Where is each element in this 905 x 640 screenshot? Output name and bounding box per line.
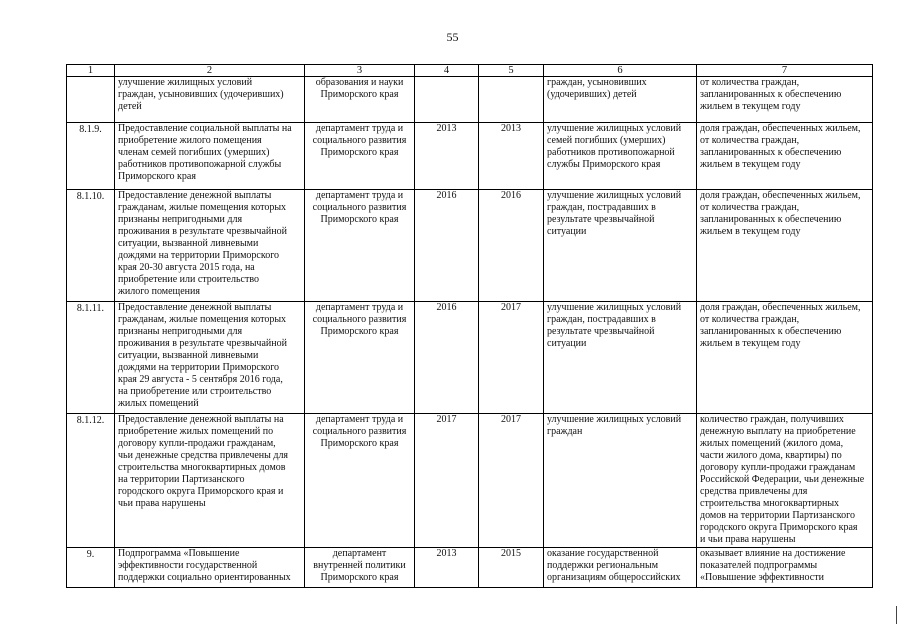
- expected-result-cell: [544, 77, 697, 123]
- expected-result-cell-line: (удочеривших) детей: [547, 89, 637, 100]
- start-year-cell: [415, 77, 479, 123]
- measure-name-cell-line: жилых помещений: [118, 398, 199, 409]
- row-number-cell: 8.1.10.: [67, 190, 115, 302]
- measure-name-cell-line: ситуации, вызванной ливневыми: [118, 238, 259, 249]
- column-header: 5: [479, 65, 544, 77]
- executor-cell-line: департамент труда и: [315, 302, 404, 313]
- indicator-cell-line: доля граждан, обеспеченных жильем,: [700, 302, 861, 313]
- expected-result-cell: [544, 123, 697, 190]
- measure-name-cell-line: признаны непригодными для: [118, 326, 243, 337]
- header-row: [67, 65, 873, 77]
- indicator-cell-line: оказывает влияние на достижение: [700, 548, 846, 559]
- indicator-cell-line: договору купли-продажи гражданам: [700, 462, 856, 473]
- indicator-cell-line: части жилого дома, квартиры) по: [700, 450, 842, 461]
- column-header: 2: [115, 65, 305, 77]
- executor-cell-line: департамент труда и: [315, 414, 404, 425]
- expected-result-cell-line: ситуации: [547, 226, 587, 237]
- executor-cell-line: Приморского края: [320, 89, 399, 100]
- measure-name-cell-line: детей: [118, 101, 142, 112]
- indicator-cell-line: средства привлечены для: [700, 486, 808, 497]
- end-year-cell: 2017: [479, 414, 544, 548]
- expected-result-cell: [544, 190, 697, 302]
- expected-result-cell-line: семей погибших (умерших): [547, 135, 666, 146]
- measure-name-cell-line: гражданам, жилые помещения которых: [118, 202, 287, 213]
- measure-name-cell-line: приобретение или строительство: [118, 274, 259, 285]
- measure-name-cell-line: Предоставление денежной выплаты: [118, 190, 272, 201]
- executor-cell: [305, 302, 415, 414]
- executor-cell-line: департамент: [332, 548, 387, 559]
- expected-result-cell-line: результате чрезвычайной: [547, 214, 655, 225]
- start-year-cell: 2016: [415, 302, 479, 414]
- indicator-cell-line: денежную выплату на приобретение: [700, 426, 856, 437]
- indicator-cell-line: от количества граждан,: [700, 77, 800, 88]
- program-table: [66, 64, 873, 588]
- measure-name-cell-line: края 20-30 августа 2015 года, на: [118, 262, 255, 273]
- indicator-cell-line: доля граждан, обеспеченных жильем,: [700, 123, 861, 134]
- end-year-cell: 2015: [479, 548, 544, 588]
- measure-name-cell-line: членам семей погибших (умерших): [118, 147, 270, 158]
- indicator-cell-line: от количества граждан,: [700, 135, 800, 146]
- page-number: 55: [446, 30, 459, 44]
- executor-cell: [305, 414, 415, 548]
- table-row: [67, 414, 873, 548]
- executor-cell-line: департамент труда и: [315, 190, 404, 201]
- table-row: [67, 302, 873, 414]
- column-header: 6: [544, 65, 697, 77]
- table-row: [67, 77, 873, 123]
- measure-name-cell-line: дождями на территории Приморского: [118, 250, 280, 261]
- executor-cell-line: внутренней политики: [313, 560, 406, 571]
- executor-cell-line: социального развития: [312, 202, 407, 213]
- measure-name-cell-line: жилого помещения: [118, 286, 200, 297]
- column-header: 1: [67, 65, 115, 77]
- measure-name-cell-line: гражданам, жилые помещения которых: [118, 314, 287, 325]
- measure-name-cell-line: Предоставление денежной выплаты: [118, 302, 272, 313]
- indicator-cell-line: жильем в текущем году: [700, 226, 801, 237]
- executor-cell-line: Приморского края: [320, 214, 399, 225]
- executor-cell: [305, 77, 415, 123]
- indicator-cell-line: количество граждан, получивших: [700, 414, 844, 425]
- measure-name-cell-line: граждан, усыновивших (удочеривших): [118, 89, 284, 100]
- start-year-cell: 2013: [415, 548, 479, 588]
- column-header: 7: [697, 65, 873, 77]
- indicator-cell-line: показателей подпрограммы: [700, 560, 818, 571]
- expected-result-cell-line: улучшение жилищных условий: [547, 123, 682, 134]
- indicator-cell: [697, 302, 873, 414]
- start-year-cell: 2016: [415, 190, 479, 302]
- measure-name-cell: [115, 190, 305, 302]
- measure-name-cell-line: договору купли-продажи гражданам,: [118, 438, 276, 449]
- executor-cell-line: социального развития: [312, 426, 407, 437]
- indicator-cell-line: строительства многоквартирных: [700, 498, 840, 509]
- indicator-cell-line: жильем в текущем году: [700, 159, 801, 170]
- measure-name-cell: [115, 123, 305, 190]
- indicator-cell-line: Российской Федерации, чьи денежные: [700, 474, 865, 485]
- indicator-cell: [697, 414, 873, 548]
- indicator-cell: [697, 123, 873, 190]
- measure-name-cell-line: городского округа Приморского края и: [118, 486, 284, 497]
- table-row: [67, 123, 873, 190]
- measure-name-cell-line: признаны непригодными для: [118, 214, 243, 225]
- page-edge-mark: [896, 606, 897, 624]
- indicator-cell-line: запланированных к обеспечению: [700, 147, 842, 158]
- measure-name-cell-line: Предоставление денежной выплаты на: [118, 414, 284, 425]
- measure-name-cell-line: строительства многоквартирных домов: [118, 462, 286, 473]
- end-year-cell: 2013: [479, 123, 544, 190]
- row-number-cell: 9.: [67, 548, 115, 588]
- expected-result-cell-line: службы Приморского края: [547, 159, 661, 170]
- indicator-cell-line: запланированных к обеспечению: [700, 89, 842, 100]
- indicator-cell: [697, 548, 873, 588]
- indicator-cell: [697, 77, 873, 123]
- expected-result-cell-line: организациям общероссийских: [547, 572, 681, 583]
- indicator-cell-line: домов на территории Партизанского: [700, 510, 855, 521]
- executor-cell-line: Приморского края: [320, 438, 399, 449]
- executor-cell: [305, 548, 415, 588]
- measure-name-cell-line: поддержки социально ориентированных: [118, 572, 291, 583]
- row-number-cell: 8.1.11.: [67, 302, 115, 414]
- measure-name-cell-line: чьи денежные средства привлечены для: [118, 450, 289, 461]
- start-year-cell: 2013: [415, 123, 479, 190]
- measure-name-cell-line: дождями на территории Приморского: [118, 362, 280, 373]
- expected-result-cell: [544, 548, 697, 588]
- indicator-cell-line: «Повышение эффективности: [700, 572, 824, 583]
- row-number-cell: 8.1.12.: [67, 414, 115, 548]
- executor-cell-line: Приморского края: [320, 147, 399, 158]
- indicator-cell-line: и чьи права нарушены: [700, 534, 796, 545]
- expected-result-cell-line: оказание государственной: [547, 548, 659, 559]
- expected-result-cell: [544, 414, 697, 548]
- indicator-cell-line: запланированных к обеспечению: [700, 214, 842, 225]
- row-number-cell: 8.1.9.: [67, 123, 115, 190]
- measure-name-cell-line: ситуации, вызванной ливневыми: [118, 350, 259, 361]
- expected-result-cell-line: граждан, пострадавших в: [547, 314, 656, 325]
- column-header: 3: [305, 65, 415, 77]
- measure-name-cell: [115, 548, 305, 588]
- end-year-cell: [479, 77, 544, 123]
- executor-cell-line: социального развития: [312, 314, 407, 325]
- measure-name-cell-line: приобретение жилого помещения: [118, 135, 262, 146]
- executor-cell-line: департамент труда и: [315, 123, 404, 134]
- expected-result-cell-line: граждан: [547, 426, 583, 437]
- expected-result-cell-line: улучшение жилищных условий: [547, 414, 682, 425]
- end-year-cell: 2017: [479, 302, 544, 414]
- executor-cell-line: социального развития: [312, 135, 407, 146]
- indicator-cell-line: городского округа Приморского края: [700, 522, 858, 533]
- measure-name-cell-line: чьи права нарушены: [118, 498, 206, 509]
- measure-name-cell-line: на приобретение или строительство: [118, 386, 272, 397]
- expected-result-cell-line: улучшение жилищных условий: [547, 302, 682, 313]
- expected-result-cell-line: улучшение жилищных условий: [547, 190, 682, 201]
- indicator-cell: [697, 190, 873, 302]
- table-row: [67, 548, 873, 588]
- measure-name-cell-line: Приморского края: [118, 171, 196, 182]
- indicator-cell-line: доля граждан, обеспеченных жильем,: [700, 190, 861, 201]
- measure-name-cell-line: улучшение жилищных условий: [118, 77, 253, 88]
- indicator-cell-line: жилых помещений (жилого дома,: [700, 438, 844, 449]
- measure-name-cell-line: Подпрограмма «Повышение: [118, 548, 240, 559]
- measure-name-cell: [115, 77, 305, 123]
- measure-name-cell-line: Предоставление социальной выплаты на: [118, 123, 292, 134]
- table-row: [67, 190, 873, 302]
- expected-result-cell-line: работников противопожарной: [547, 147, 675, 158]
- indicator-cell-line: запланированных к обеспечению: [700, 326, 842, 337]
- end-year-cell: 2016: [479, 190, 544, 302]
- expected-result-cell-line: поддержки региональным: [547, 560, 659, 571]
- expected-result-cell: [544, 302, 697, 414]
- expected-result-cell-line: граждан, усыновивших: [547, 77, 647, 88]
- expected-result-cell-line: граждан, пострадавших в: [547, 202, 656, 213]
- measure-name-cell-line: эффективности государственной: [118, 560, 258, 571]
- measure-name-cell-line: на территории Партизанского: [118, 474, 245, 485]
- measure-name-cell-line: приобретение жилых помещений по: [118, 426, 274, 437]
- indicator-cell-line: жильем в текущем году: [700, 338, 801, 349]
- measure-name-cell: [115, 302, 305, 414]
- measure-name-cell-line: края 29 августа - 5 сентября 2016 года,: [118, 374, 283, 385]
- column-header: 4: [415, 65, 479, 77]
- executor-cell-line: Приморского края: [320, 326, 399, 337]
- executor-cell-line: образования и науки: [315, 77, 404, 88]
- measure-name-cell-line: проживания в результате чрезвычайной: [118, 338, 287, 349]
- executor-cell: [305, 190, 415, 302]
- measure-name-cell: [115, 414, 305, 548]
- expected-result-cell-line: результате чрезвычайной: [547, 326, 655, 337]
- expected-result-cell-line: ситуации: [547, 338, 587, 349]
- indicator-cell-line: жильем в текущем году: [700, 101, 801, 112]
- indicator-cell-line: от количества граждан,: [700, 202, 800, 213]
- executor-cell-line: Приморского края: [320, 572, 399, 583]
- measure-name-cell-line: проживания в результате чрезвычайной: [118, 226, 287, 237]
- start-year-cell: 2017: [415, 414, 479, 548]
- row-number-cell: [67, 77, 115, 123]
- measure-name-cell-line: работников противопожарной службы: [118, 159, 282, 170]
- executor-cell: [305, 123, 415, 190]
- indicator-cell-line: от количества граждан,: [700, 314, 800, 325]
